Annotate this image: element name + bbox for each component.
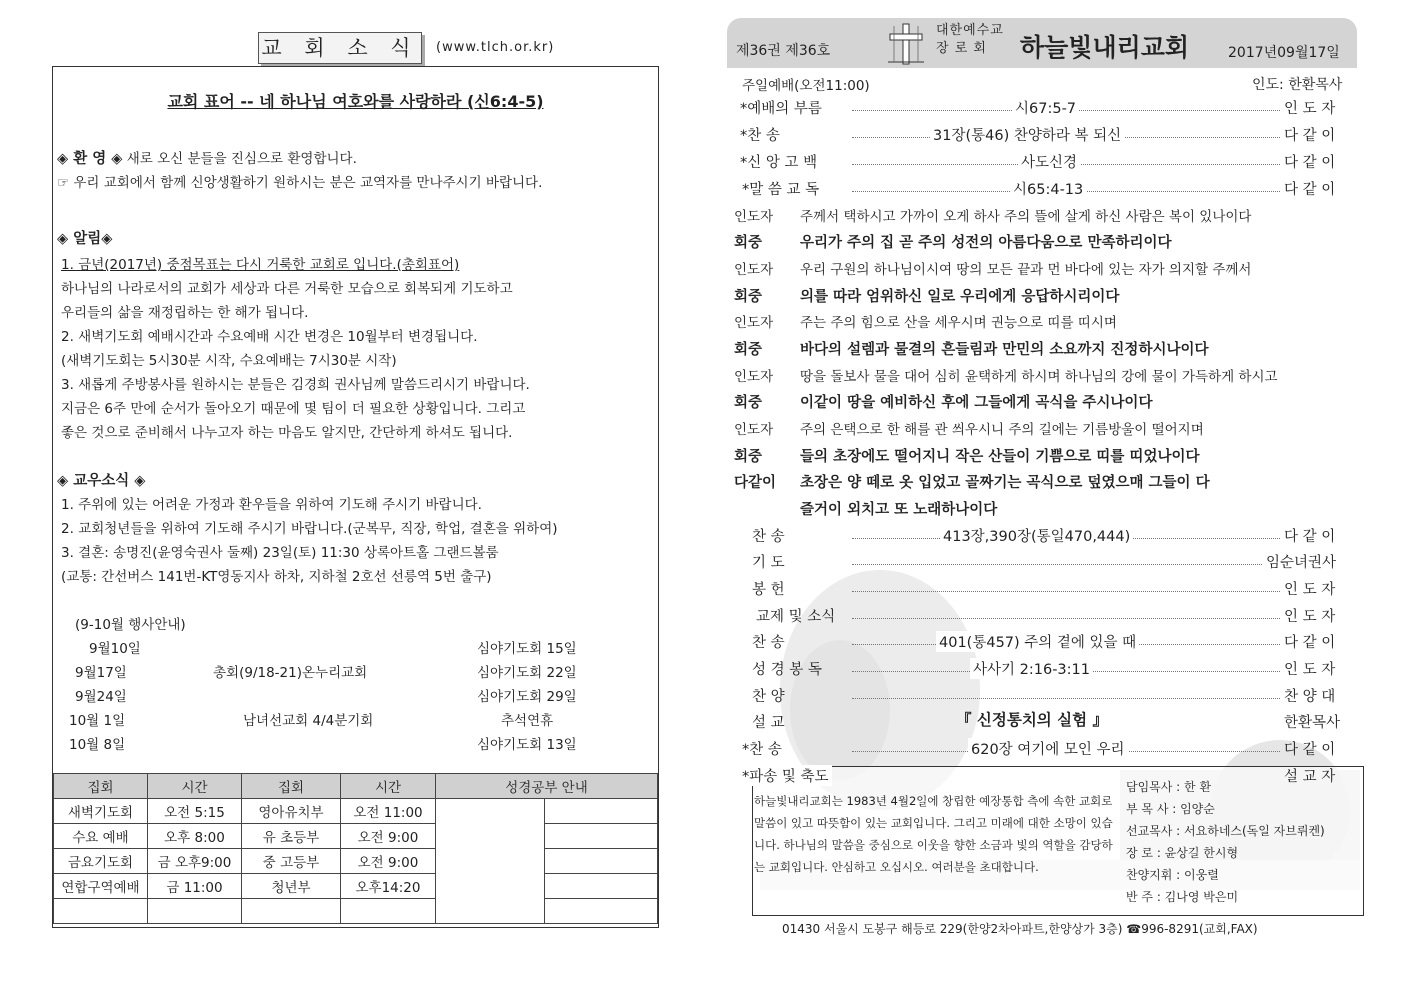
sermon-title: 『 신정통치의 실험 』	[956, 711, 1109, 729]
event-date: 10월 1일	[69, 713, 126, 729]
table-cell	[341, 899, 436, 924]
church-news-box	[52, 66, 659, 928]
table-cell: 수요 예배	[54, 824, 148, 849]
schedule-table	[53, 773, 658, 924]
staff-line: 부 목 사 : 임양순	[1126, 802, 1215, 816]
table-cell	[242, 899, 341, 924]
notice-heading: ◈ 알림◈	[57, 231, 113, 247]
order-item: 찬 양	[752, 689, 785, 705]
table-cell: 유 초등부	[242, 824, 341, 849]
table-row	[54, 874, 658, 899]
reading-who: 인도자	[734, 209, 774, 225]
event-note: 심야기도회 22일	[477, 665, 577, 681]
dotted-leader	[852, 591, 1280, 592]
table-cell: 금 11:00	[148, 874, 242, 899]
order-item: *파송 및 축도	[742, 765, 832, 786]
table-cell: 연합구역예배	[54, 874, 148, 899]
table-row	[54, 849, 658, 874]
schedule-header-row	[54, 774, 658, 799]
notice-line: (새벽기도회는 5시30분 시작, 수요예배는 7시30분 시작)	[61, 353, 397, 369]
table-cell: 오전 9:00	[341, 824, 436, 849]
table-cell	[148, 899, 242, 924]
table-cell: 오전 5:15	[148, 799, 242, 824]
left-page-title: 교 회 소 식	[258, 32, 422, 64]
order-by: 찬 양 대	[1284, 689, 1336, 705]
order-item: 찬 송	[752, 635, 785, 651]
order-content: 사사기 2:16-3:11	[970, 658, 1093, 679]
order-by: 인 도 자	[1284, 582, 1336, 598]
order-content: 620장 여기에 모인 우리	[968, 738, 1128, 759]
notice-line: 우리들의 삶을 재정립하는 한 해가 됩니다.	[61, 305, 309, 321]
order-item: 봉 헌	[752, 582, 785, 598]
reading-who: 인도자	[734, 422, 774, 438]
order-by: 인 도 자	[1284, 609, 1336, 625]
staff-line: 선교목사 : 서요하네스(독일 자브뤼켄)	[1126, 824, 1325, 838]
order-by: 다 같 이	[1284, 128, 1336, 144]
reading-text: 주는 주의 힘으로 산을 세우시며 권능으로 띠를 띠시며	[800, 315, 1117, 331]
reading-who: 회중	[734, 235, 763, 251]
bible-study-cell	[436, 799, 545, 924]
order-content: 31장(통46) 찬양하라 복 되신	[930, 124, 1124, 145]
reading-who: 인도자	[734, 315, 774, 331]
order-by: 다 같 이	[1284, 635, 1336, 651]
dotted-leader	[852, 618, 1280, 619]
event-date: 9월10일	[89, 641, 141, 657]
service-leader: 인도: 한환목사	[1252, 77, 1343, 93]
order-item: 기 도	[752, 555, 785, 571]
church-address: 01430 서울시 도봉구 해등로 229(한양2차아파트,한양상가 3층) ☎996-8291(교회,FAX)	[782, 922, 1258, 936]
event-date: 10월 8일	[69, 737, 126, 753]
event-note: 심야기도회 13일	[477, 737, 577, 753]
table-cell	[545, 799, 658, 824]
order-content: 시67:5-7	[1012, 97, 1079, 118]
reading-text: 땅을 돌보사 물을 대어 심히 윤택하게 하시며 하나님의 강에 물이 가득하게 하시고	[800, 369, 1278, 385]
event-note: 심야기도회 15일	[477, 641, 577, 657]
reading-text: 이같이 땅을 예비하신 후에 그들에게 곡식을 주시나이다	[800, 395, 1153, 411]
table-cell: 오전 11:00	[341, 799, 436, 824]
table-cell: 중 고등부	[242, 849, 341, 874]
table-row	[54, 899, 658, 924]
header-cell: 집회	[242, 774, 341, 799]
order-by: 다 같 이	[1284, 155, 1336, 171]
notice-line: 좋은 것으로 준비해서 나누고자 하는 마음도 알지만, 간단하게 하셔도 됩니다.	[61, 425, 513, 441]
denomination	[936, 22, 1004, 58]
news-line: 3. 결혼: 송명진(윤영숙권사 둘째) 23일(토) 11:30 상록아트홀 그랜드볼룸	[61, 545, 499, 561]
order-content: 413장,390장(통일470,444)	[940, 525, 1133, 546]
order-content: 401(통457) 주의 곁에 있을 때	[936, 631, 1139, 652]
church-name: 하늘빛내리교회	[1020, 33, 1190, 62]
reading-who: 인도자	[734, 262, 774, 278]
notice-line: 3. 새롭게 주방봉사를 원하시는 분들은 김경희 권사님께 말씀드리시기 바랍니다.	[61, 377, 530, 393]
reading-who: 인도자	[734, 369, 774, 385]
notice-line: 2. 새벽기도회 예배시간과 수요예배 시간 변경은 10월부터 변경됩니다.	[61, 329, 478, 345]
reading-text: 들의 초장에도 떨어지니 작은 산들이 기쁨으로 띠를 띠었나이다	[800, 449, 1200, 465]
table-cell: 새벽기도회	[54, 799, 148, 824]
table-cell: 청년부	[242, 874, 341, 899]
order-by: 한환목사	[1284, 715, 1341, 731]
event-date: 9월24일	[75, 689, 127, 705]
news-line: (교통: 간선버스 141번-KT영동지사 하차, 지하철 2호선 선릉역 5번 출구)	[61, 569, 492, 585]
order-by: 인 도 자	[1284, 662, 1336, 678]
table-cell	[545, 899, 658, 924]
order-by: 임순녀권사	[1266, 555, 1337, 571]
event-name: 남녀선교회 4/4분기회	[243, 713, 374, 729]
table-cell: 금 오후9:00	[148, 849, 242, 874]
news-line: 2. 교회청년들을 위하여 기도해 주시기 바랍니다.(군복무, 직장, 학업, 결혼을 위하여)	[61, 521, 558, 537]
reading-text: 초장은 양 떼로 옷 입었고 골짜기는 곡식으로 덮였으매 그들이 다	[800, 475, 1210, 491]
header-cell: 시간	[148, 774, 242, 799]
news-line: 1. 주위에 있는 어려운 가정과 환우들을 위하여 기도해 주시기 바랍니다.	[61, 497, 482, 513]
table-cell	[545, 849, 658, 874]
table-cell	[545, 824, 658, 849]
church-url[interactable]: (www.tlch.or.kr)	[436, 40, 555, 55]
order-item: 교제 및 소식	[756, 609, 836, 625]
table-cell	[54, 899, 148, 924]
reading-text: 주께서 택하시고 가까이 오게 하사 주의 뜰에 살게 하신 사람은 복이 있나이다	[800, 209, 1252, 225]
church-introduction: 하늘빛내리교회는 1983년 4월2일에 창립한 예장통합 측에 속한 교회로 말씀이 있고 따뜻함이 있는 교회입니다. 그리고 미래에 대한 소망이 있습니다. 하나님의 말씀을 중심으로 이웃을 향한 소금과 빛의 역할을 감당하는 교회입니다. 안심하고 오십시오. 여러분을 초대합니다.	[754, 794, 1113, 874]
header-cell: 시간	[341, 774, 436, 799]
order-item: 찬 송	[752, 529, 785, 545]
staff-line: 찬양지휘 : 이웅렬	[1126, 868, 1219, 882]
order-item: 성 경 봉 독	[752, 662, 822, 678]
order-item: *말 씀 교 독	[742, 182, 820, 198]
event-date: 9월17일	[75, 665, 127, 681]
service-name: 주일예배(오전11:00)	[742, 78, 870, 94]
volume-number: 제36권 제36호	[736, 43, 831, 59]
denomination-line: 대한예수교	[936, 23, 1004, 38]
reading-who: 회중	[734, 342, 763, 358]
order-by: 다 같 이	[1284, 182, 1336, 198]
reading-text: 우리 구원의 하나님이시여 땅의 모든 끝과 먼 바다에 있는 자가 의지할 주께서	[800, 262, 1252, 278]
reading-text: 바다의 설렘과 물결의 흔들림과 만민의 소요까지 진정하시나이다	[800, 342, 1209, 358]
church-motto: 교회 표어 -- 네 하나님 여호와를 사랑하라 (신6:4-5)	[167, 92, 544, 111]
order-by: 다 같 이	[1284, 742, 1336, 758]
bulletin-date: 2017년09월17일	[1228, 45, 1340, 61]
table-row	[54, 824, 658, 849]
table-cell: 금요기도회	[54, 849, 148, 874]
staff-line: 반 주 : 김나영 박은미	[1126, 890, 1239, 904]
order-by: 설 교 자	[1284, 769, 1336, 785]
reading-who: 회중	[734, 395, 763, 411]
table-row	[54, 799, 658, 824]
order-content: 시65:4-13	[1010, 178, 1086, 199]
reading-text: 주의 은택으로 한 해를 관 씌우시니 주의 길에는 기름방울이 떨어지며	[800, 422, 1204, 438]
members-news-heading: ◈ 교우소식 ◈	[57, 473, 146, 489]
reading-text: 우리가 주의 집 곧 주의 성전의 아름다움으로 만족하리이다	[800, 235, 1172, 251]
reading-text: 즐거이 외치고 또 노래하나이다	[800, 502, 998, 518]
table-cell: 오후14:20	[341, 874, 436, 899]
order-item: *찬 송	[742, 742, 782, 758]
table-cell: 오전 9:00	[341, 849, 436, 874]
header-cell: 성경공부 안내	[436, 774, 658, 799]
dotted-leader	[852, 564, 1262, 565]
welcome-heading: ◈ 환 영 ◈ 새로 오신 분들을 진심으로 환영합니다.	[57, 151, 357, 167]
table-cell: 영아유치부	[242, 799, 341, 824]
event-note: 심야기도회 29일	[477, 689, 577, 705]
order-item: 설 교	[752, 715, 785, 731]
cross-logo-icon	[884, 22, 928, 66]
order-by: 인 도 자	[1284, 101, 1336, 117]
table-cell: 오후 8:00	[148, 824, 242, 849]
staff-line: 담임목사 : 한 환	[1126, 780, 1212, 794]
dotted-leader	[852, 698, 1280, 699]
event-name: 총회(9/18-21)온누리교회	[213, 665, 368, 681]
event-note: 추석연휴	[501, 713, 554, 729]
welcome-text: ☞ 우리 교회에서 함께 신앙생활하기 원하시는 분은 교역자를 만나주시기 바랍니다.	[57, 175, 543, 191]
denomination-line: 장 로 회	[936, 41, 987, 56]
order-item: *신 앙 고 백	[740, 155, 818, 171]
notice-line: 지금은 6주 만에 순서가 돌아오기 때문에 몇 팀이 더 필요한 상황입니다. 그리고	[61, 401, 526, 417]
table-cell	[545, 874, 658, 899]
reading-who: 회중	[734, 289, 763, 305]
order-item: *예배의 부름	[740, 101, 822, 117]
events-heading: (9-10월 행사안내)	[75, 617, 186, 633]
header-cell: 집회	[54, 774, 148, 799]
reading-text: 의를 따라 엄위하신 일로 우리에게 응답하시리이다	[800, 289, 1120, 305]
reading-who: 회중	[734, 449, 763, 465]
notice-line: 하나님의 나라로서의 교회가 세상과 다른 거룩한 모습으로 회복되게 기도하고	[61, 281, 513, 297]
notice-line: 1. 금년(2017년) 중점목표는 다시 거룩한 교회로 입니다.(총회표어)	[61, 257, 460, 273]
staff-line: 장 로 : 윤상길 한시형	[1126, 846, 1239, 860]
order-content: 사도신경	[1018, 151, 1080, 172]
order-by: 다 같 이	[1284, 529, 1336, 545]
reading-who: 다같이	[734, 475, 777, 491]
order-item: *찬 송	[740, 128, 780, 144]
